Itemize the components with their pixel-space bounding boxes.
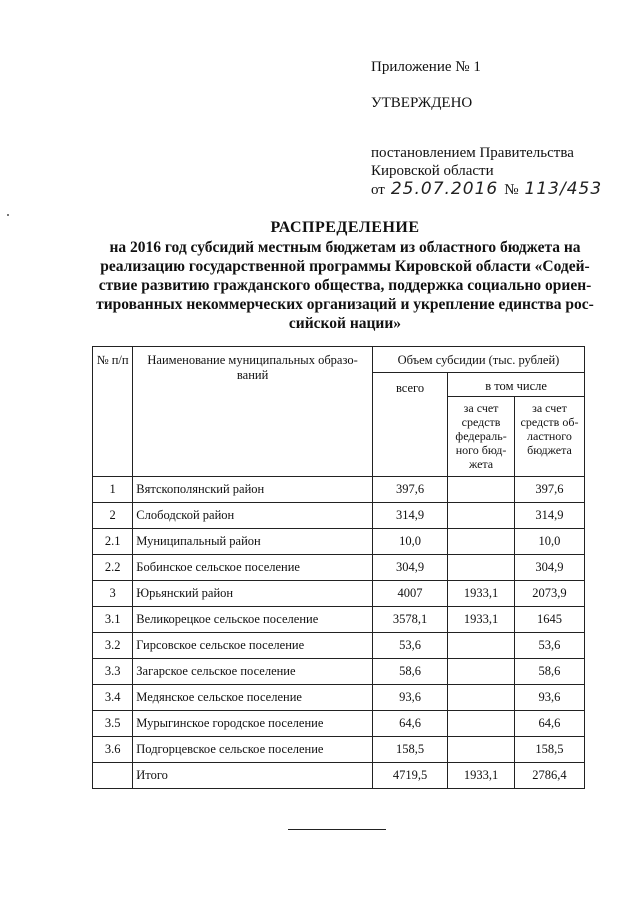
handwritten-date: 25.07.2016 (390, 179, 499, 199)
table-row (93, 737, 585, 763)
row-total: 58,6 (372, 659, 447, 685)
row-total: 158,5 (372, 737, 447, 763)
row-regional: 10,0 (514, 529, 584, 555)
row-regional: 1645 (514, 607, 584, 633)
header-including: в том числе (448, 373, 585, 397)
header-federal: за счет средств федераль-ного бюд-жета (448, 397, 515, 477)
row-federal (448, 555, 515, 581)
table-row (93, 503, 585, 529)
row-num: 2.1 (93, 529, 133, 555)
row-regional: 397,6 (514, 477, 584, 503)
row-federal (448, 659, 515, 685)
appendix-block (371, 58, 621, 199)
row-name: Подгорцевское сельское поселение (133, 737, 373, 763)
title-heading: РАСПРЕДЕЛЕНИЕ (270, 219, 420, 236)
row-total: 314,9 (372, 503, 447, 529)
row-num: 3.4 (93, 685, 133, 711)
row-num: 3.3 (93, 659, 133, 685)
row-name: Вятскополянский район (133, 477, 373, 503)
row-name: Великорецкое сельское поселение (133, 607, 373, 633)
row-name: Бобинское сельское поселение (133, 555, 373, 581)
table-row (93, 633, 585, 659)
decree-line-2: Кировской области (371, 163, 494, 179)
row-federal (448, 685, 515, 711)
row-num (93, 763, 133, 789)
title-line-3: ствие развитию гражданского общества, поддержка социально ориен- (98, 277, 592, 294)
row-total: 64,6 (372, 711, 447, 737)
row-total: 304,9 (372, 555, 447, 581)
header-regional: за счет средств об-ластного бюджета (514, 397, 584, 477)
row-name: Юрьянский район (133, 581, 373, 607)
row-federal: 1933,1 (448, 607, 515, 633)
table-row (93, 581, 585, 607)
header-name: Наименование муниципальных образо-ваний (133, 347, 373, 477)
row-num: 2 (93, 503, 133, 529)
row-federal (448, 711, 515, 737)
approved-stamp-text: УТВЕРЖДЕНО (371, 95, 473, 111)
row-num: 3 (93, 581, 133, 607)
date-prefix: от (371, 182, 385, 198)
header-total: всего (372, 373, 447, 477)
row-name: Мурыгинское городское поселение (133, 711, 373, 737)
row-name: Медянское сельское поселение (133, 685, 373, 711)
decree-date-line (371, 180, 621, 199)
table-row (93, 529, 585, 555)
row-name: Гирсовское сельское поселение (133, 633, 373, 659)
row-total: 4719,5 (372, 763, 447, 789)
scan-speck (7, 214, 9, 216)
table-body (93, 477, 585, 789)
row-regional: 314,9 (514, 503, 584, 529)
title-line-4: тированных некоммерческих организаций и укрепление единства рос- (96, 296, 594, 313)
row-name: Итого (133, 763, 373, 789)
table-row (93, 763, 585, 789)
table-row (93, 711, 585, 737)
document-title (95, 218, 595, 333)
table-row (93, 659, 585, 685)
row-num: 3.6 (93, 737, 133, 763)
row-federal: 1933,1 (448, 763, 515, 789)
row-num: 2.2 (93, 555, 133, 581)
row-regional: 53,6 (514, 633, 584, 659)
table-row (93, 607, 585, 633)
row-num: 3.5 (93, 711, 133, 737)
bottom-divider (288, 829, 386, 830)
row-num: 3.2 (93, 633, 133, 659)
row-federal (448, 737, 515, 763)
row-regional: 304,9 (514, 555, 584, 581)
row-total: 3578,1 (372, 607, 447, 633)
row-name: Слободской район (133, 503, 373, 529)
title-line-1: на 2016 год субсидий местным бюджетам из областного бюджета на (109, 239, 581, 256)
row-total: 93,6 (372, 685, 447, 711)
title-line-2: реализацию государственной программы Кировской области «Содей- (100, 258, 590, 275)
row-federal (448, 529, 515, 555)
header-volume: Объем субсидии (тыс. рублей) (372, 347, 584, 373)
row-regional: 58,6 (514, 659, 584, 685)
number-prefix: № (504, 182, 519, 198)
title-line-5: сийской нации» (288, 315, 402, 332)
row-num: 3.1 (93, 607, 133, 633)
handwritten-number: 113/453 (524, 179, 603, 199)
subsidy-distribution-table (92, 346, 585, 789)
row-federal (448, 477, 515, 503)
table-row (93, 555, 585, 581)
row-regional: 2786,4 (514, 763, 584, 789)
row-total: 53,6 (372, 633, 447, 659)
row-federal: 1933,1 (448, 581, 515, 607)
decree-line-1: постановлением Правительства (371, 145, 574, 161)
row-regional: 2073,9 (514, 581, 584, 607)
row-name: Муниципальный район (133, 529, 373, 555)
row-name: Загарское сельское поселение (133, 659, 373, 685)
row-total: 397,6 (372, 477, 447, 503)
row-regional: 158,5 (514, 737, 584, 763)
header-num: № п/п (93, 347, 133, 477)
table-row (93, 685, 585, 711)
table-row (93, 477, 585, 503)
appendix-label: Приложение № 1 (371, 59, 481, 75)
row-regional: 93,6 (514, 685, 584, 711)
row-regional: 64,6 (514, 711, 584, 737)
row-federal (448, 633, 515, 659)
row-num: 1 (93, 477, 133, 503)
row-federal (448, 503, 515, 529)
row-total: 10,0 (372, 529, 447, 555)
row-total: 4007 (372, 581, 447, 607)
